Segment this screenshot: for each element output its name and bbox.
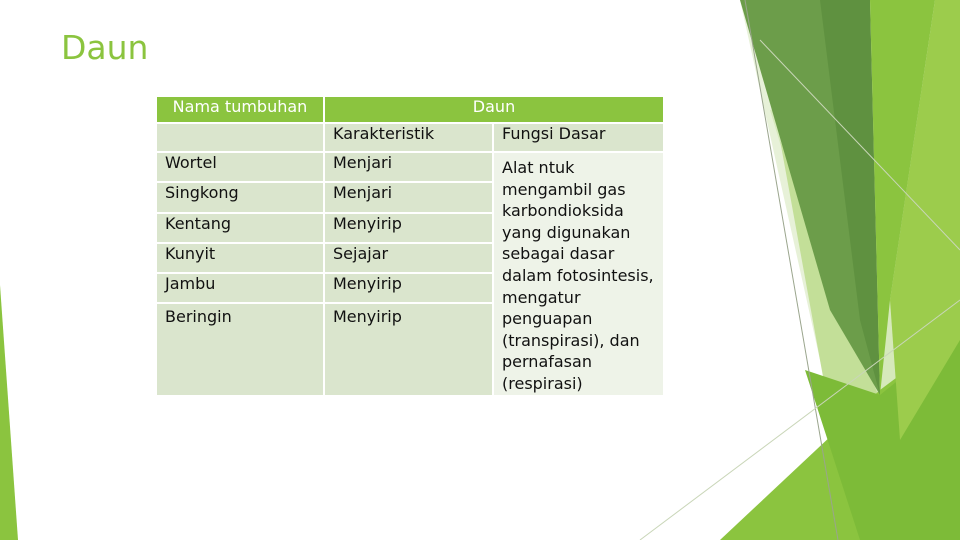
header-leaf: Daun [324,96,664,123]
subheader-empty-cell [156,123,324,152]
plant-name-cell: Beringin [156,303,324,395]
left-edge-shape [0,285,18,540]
plant-name-cell: Jambu [156,273,324,303]
table-subheader-row [156,123,664,152]
plant-name-cell: Kentang [156,213,324,243]
plant-name-cell: Singkong [156,182,324,212]
function-cell: Alat ntuk mengambil gas karbondioksida yang digunakan sebagai dasar dalam fotosintesis, mengatur penguapan (transpirasi), dan pernafasan (respirasi) [493,152,664,396]
characteristic-cell: Menyirip [324,303,493,395]
subheader-basic-function: Fungsi Dasar [493,123,664,152]
leaf-table [155,95,665,397]
subheader-characteristic: Karakteristik [324,123,493,152]
characteristic-cell: Menjari [324,182,493,212]
characteristic-cell: Sejajar [324,243,493,273]
table-header-row [156,96,664,123]
slide-title: Daun [61,28,149,67]
characteristic-cell: Menyirip [324,213,493,243]
plant-name-cell: Wortel [156,152,324,182]
header-plant-name: Nama tumbuhan [156,96,324,123]
plant-name-cell: Kunyit [156,243,324,273]
table-row [156,152,664,182]
characteristic-cell: Menjari [324,152,493,182]
characteristic-cell: Menyirip [324,273,493,303]
